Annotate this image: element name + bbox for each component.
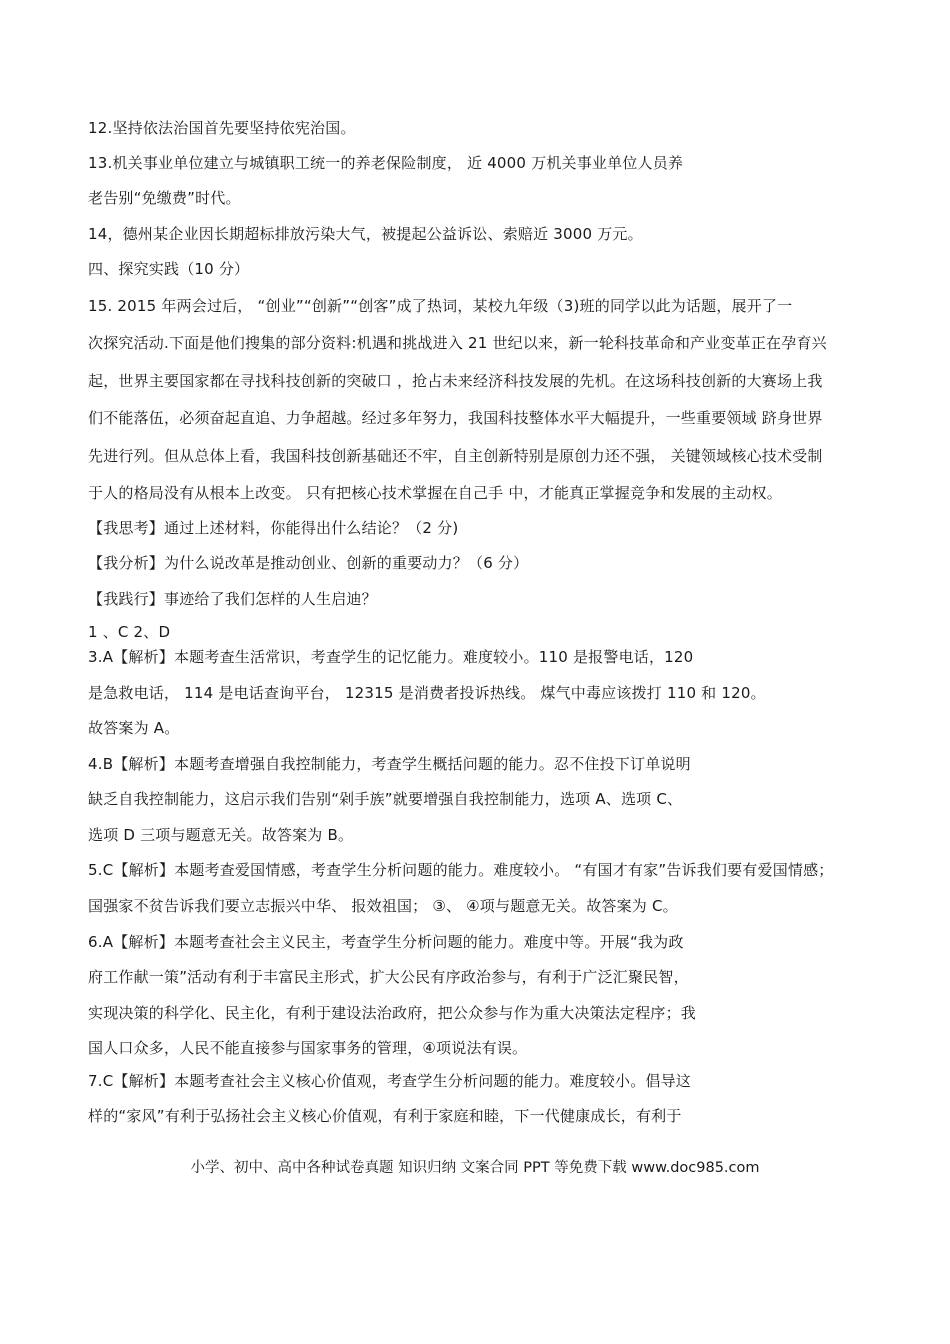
text-line: 【我践行】事迹给了我们怎样的人生启迪？ — [88, 590, 377, 608]
text-line: 6.A【解析】本题考查社会主义民主，考查学生分析问题的能力。难度中等。开展“我为政 — [88, 933, 684, 951]
text-line: 们不能落伍，必须奋起直追、力争超越。经过多年努力，我国科技整体水平大幅提升，一些重要领域 跻身世界 — [88, 409, 823, 427]
text-line: 样的“家风”有利于弘扬社会主义核心价值观，有利于家庭和睦，下一代健康成长，有利于 — [88, 1107, 682, 1125]
text-line: 【我分析】为什么说改革是推动创业、创新的重要动力？（6 分） — [88, 554, 529, 572]
text-line: 国人口众多，人民不能直接参与国家事务的管理，④项说法有误。 — [88, 1039, 528, 1057]
text-line: 12.坚持依法治国首先要坚持依宪治国。 — [88, 119, 356, 137]
answer-line: 1 、C 2、D — [88, 623, 171, 641]
text-line: 故答案为 A。 — [88, 719, 180, 737]
text-line: 14，德州某企业因长期超标排放污染大气，被提起公益诉讼、索赔近 3000 万元。 — [88, 225, 643, 243]
page-footer: 小学、初中、高中各种试卷真题 知识归纳 文案合同 PPT 等免费下载 www.doc985.com — [190, 1160, 760, 1176]
text-line: 是急救电话， 114 是电话查询平台， 12315 是消费者投诉热线。 煤气中毒应该拨打 110 和 120。 — [88, 684, 766, 702]
text-line: 7.C【解析】本题考查社会主义核心价值观，考查学生分析问题的能力。难度较小。倡导这 — [88, 1072, 691, 1090]
text-line: 【我思考】通过上述材料，你能得出什么结论？（2 分) — [88, 519, 459, 537]
text-line: 13.机关事业单位建立与城镇职工统一的养老保险制度， 近 4000 万机关事业单位人员养 — [88, 154, 684, 172]
text-line: 5.C【解析】本题考查爱国情感，考查学生分析问题的能力。难度较小。 “有国才有家”告诉我们要有爱国情感； — [88, 861, 834, 879]
text-line: 次探究活动.下面是他们搜集的部分资料:机遇和挑战进入 21 世纪以来，新一轮科技革命和产业变革正在孕育兴 — [88, 334, 827, 352]
section-heading: 四、探究实践（10 分） — [88, 260, 250, 278]
text-line: 老告别“免缴费”时代。 — [88, 189, 241, 207]
text-line: 4.B【解析】本题考查增强自我控制能力，考查学生概括问题的能力。忍不住投下订单说明 — [88, 755, 691, 773]
text-line: 于人的格局没有从根本上改变。 只有把核心技术掌握在自己手 中，才能真正掌握竞争和发展的主动权。 — [88, 484, 782, 502]
text-line: 选项 D 三项与题意无关。故答案为 B。 — [88, 826, 354, 844]
text-line: 3.A【解析】本题考查生活常识，考查学生的记忆能力。难度较小。110 是报警电话，120 — [88, 648, 694, 666]
text-line: 国强家不贫告诉我们要立志振兴中华、 报效祖国； ③、 ④项与题意无关。故答案为 C。 — [88, 897, 678, 915]
text-line: 实现决策的科学化、民主化，有利于建设法治政府，把公众参与作为重大决策法定程序；我 — [88, 1004, 697, 1022]
text-line: 起，世界主要国家都在寻找科技创新的突破口 ，抢占未来经济科技发展的先机。在这场科技创新的大赛场上我 — [88, 372, 823, 390]
text-line: 15. 2015 年两会过后， “创业”“创新”“创客”成了热词，某校九年级（3)班的同学以此为话题，展开了一 — [88, 297, 793, 315]
text-line: 缺乏自我控制能力，这启示我们告别“剁手族”就要增强自我控制能力，选项 A、选项 C、 — [88, 790, 683, 808]
text-line: 府工作献一策”活动有利于丰富民主形式，扩大公民有序政治参与，有利于广泛汇聚民智， — [88, 968, 689, 986]
text-line: 先进行列。但从总体上看，我国科技创新基础还不牢，自主创新特别是原创力还不强， 关键领域核心技术受制 — [88, 447, 823, 465]
